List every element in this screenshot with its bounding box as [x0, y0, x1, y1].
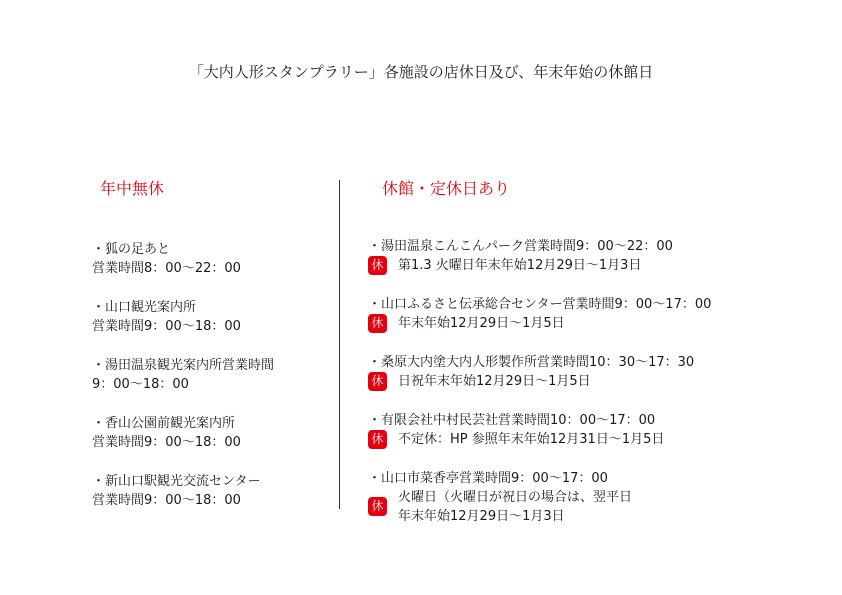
facility-name-hours: ・桑原大内塗大内人形製作所営業時間10：30～17：30 [368, 355, 695, 370]
facility-hours: 営業時間8：00～22：00 [92, 261, 241, 276]
open-every-day-list [92, 240, 332, 530]
closed-days-row [368, 314, 828, 333]
facility-item [92, 240, 332, 296]
closed-days-text: 第1.3 火曜日年末年始12月29日～1月3日 [398, 258, 642, 273]
facility-name: ・湯田温泉観光案内所営業時間 [92, 358, 275, 373]
facility-name: ・新山口駅観光交流センター [92, 474, 261, 489]
facility-name: ・狐の足あと [92, 242, 171, 257]
facility-hours: 営業時間9：00～18：00 [92, 435, 241, 450]
closed-days-text: 火曜日（火曜日が祝日の場合は、翌平日 [398, 490, 633, 505]
facility-item [368, 411, 828, 465]
facility-item [368, 237, 828, 291]
closed-days-row [368, 488, 828, 526]
facility-name: ・香山公園前観光案内所 [92, 416, 236, 431]
facility-hours: 営業時間9：00～18：00 [92, 319, 241, 334]
facility-item [92, 356, 332, 412]
facility-name-hours: ・湯田温泉こんこんパーク営業時間9：00～22：00 [368, 239, 673, 254]
closed-days-row [368, 372, 828, 391]
closed-days-text: 年末年始12月29日～1月3日 [398, 509, 565, 524]
facility-name-hours: ・山口ふるさと伝承総合センター営業時間9：00～17：00 [368, 297, 712, 312]
page-title: 「大内人形スタンプラリー」各施設の店休日及び、年末年始の休館日 [188, 63, 654, 81]
facility-name-hours: ・山口市菜香亭営業時間9：00～17：00 [368, 471, 608, 486]
closed-badge: 休 [368, 372, 387, 391]
closed-badge: 休 [368, 256, 387, 275]
facility-item [92, 472, 332, 528]
closed-days-row [368, 256, 828, 275]
heading-closed-days: 休館・定休日あり [382, 179, 511, 198]
closed-days-text: 不定休：HP 参照年末年始12月31日～1月5日 [398, 432, 665, 447]
facility-item [92, 414, 332, 470]
closed-badge: 休 [368, 314, 387, 333]
heading-open-every-day: 年中無休 [100, 179, 165, 198]
closed-days-row [368, 430, 828, 449]
facility-item [368, 295, 828, 349]
facility-item [92, 298, 332, 354]
column-divider [339, 180, 340, 509]
facility-item [368, 469, 828, 523]
facility-name: ・山口観光案内所 [92, 300, 197, 315]
closed-badge: 休 [368, 430, 387, 449]
closed-badge: 休 [368, 497, 387, 516]
facility-name-hours: ・有限会社中村民芸社営業時間10：00～17：00 [368, 413, 656, 428]
closed-days-list [368, 237, 828, 527]
facility-hours: 9：00～18：00 [92, 377, 189, 392]
facility-hours: 営業時間9：00～18：00 [92, 493, 241, 508]
closed-days-text: 年末年始12月29日～1月5日 [398, 316, 565, 331]
facility-item [368, 353, 828, 407]
closed-days-text: 日祝年末年始12月29日～1月5日 [398, 374, 591, 389]
